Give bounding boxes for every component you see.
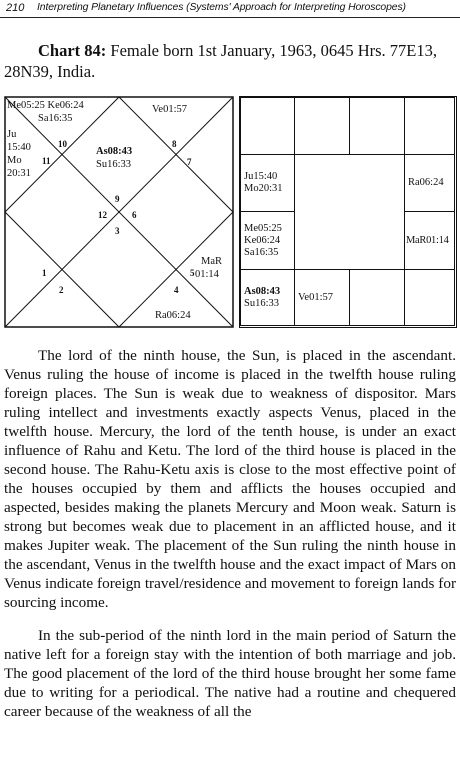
south-mar: MaR01:14 xyxy=(406,234,449,246)
house-number-9: 9 xyxy=(115,194,120,204)
north-center-as: As08:43 xyxy=(96,146,133,157)
north-right-ma-deg: 01:14 xyxy=(195,269,219,280)
north-chart-lines xyxy=(4,96,234,328)
north-indian-chart xyxy=(4,96,234,328)
house-number-8: 8 xyxy=(172,139,177,149)
chart-caption xyxy=(4,40,456,82)
house-number-3: 3 xyxy=(115,226,120,236)
house-number-4: 4 xyxy=(174,285,179,295)
house-number-7: 7 xyxy=(187,157,192,167)
north-top-left-planets-2: Sa16:35 xyxy=(38,113,73,124)
north-right-ma: MaR xyxy=(201,256,222,267)
south-cell-1 xyxy=(240,97,295,155)
south-cell-as-su xyxy=(240,269,295,326)
body-paragraph-2 xyxy=(4,626,456,721)
south-cell-11 xyxy=(349,269,405,326)
north-top-right-planets: Ve01:57 xyxy=(152,104,187,115)
north-bottom-planets: Ra06:24 xyxy=(155,310,191,321)
house-number-5: 5 xyxy=(190,268,195,278)
north-left-mo-deg: 20:31 xyxy=(7,168,31,179)
page-number: 210 xyxy=(6,2,25,14)
chart-details: Female born 1st January, 1963, 0645 Hrs. 77E13, 28N39, India. xyxy=(4,41,437,81)
south-ve: Ve01:57 xyxy=(298,291,333,303)
body-paragraph-1 xyxy=(4,346,456,612)
north-left-ju-deg: 15:40 xyxy=(7,142,31,153)
header-rule xyxy=(0,17,460,18)
south-as: As08:43 xyxy=(244,285,281,297)
north-center-su: Su16:33 xyxy=(96,159,132,170)
south-ra: Ra06:24 xyxy=(408,177,444,188)
south-ju: Ju15:40 xyxy=(244,171,278,182)
south-cell-2 xyxy=(294,97,350,155)
south-me: Me05:25 xyxy=(244,222,282,234)
house-number-12: 12 xyxy=(98,210,107,220)
house-number-1: 1 xyxy=(42,268,47,278)
house-number-6: 6 xyxy=(132,210,137,220)
north-left-mo: Mo xyxy=(7,155,22,166)
house-number-2: 2 xyxy=(59,285,64,295)
house-number-10: 10 xyxy=(58,139,67,149)
south-ke: Ke06:24 xyxy=(244,234,281,246)
running-head xyxy=(0,0,460,18)
south-cell-12 xyxy=(404,269,455,326)
north-top-left-planets: Me05:25 Ke06:24 xyxy=(7,100,84,111)
south-cell-ra xyxy=(404,154,455,212)
south-cell-4 xyxy=(404,97,455,155)
south-su: Su16:33 xyxy=(244,297,280,309)
south-indian-chart xyxy=(239,96,457,328)
south-mo: Mo20:31 xyxy=(244,183,283,194)
running-title: Interpreting Planetary Influences (Systems' Approach for Interpreting Horoscopes) xyxy=(37,2,406,13)
south-center-box xyxy=(294,154,405,270)
south-cell-3 xyxy=(349,97,405,155)
south-cell-ju-mo xyxy=(240,154,295,212)
north-left-ju: Ju xyxy=(7,129,17,140)
paragraph-text-1: The lord of the ninth house, the Sun, is placed in the ascendant. Venus ruling the house of income is placed in the twelfth house ruling foreign places. The Sun is weak due to weakness of dispositor. Mars ruling intellect and investments exactly aspects Venus, placed in the twelfth house. Mercury, the lord of the tenth house, is under an exact influence of Rahu and Ketu. The lord of the third house is placed in the second house. The Rahu-Ketu axis is close to the most effective point of the houses occupied by them and afflicts the houses occupied and aspected, besides making the planets Mercury and Moon weak. Saturn is strong but becomes weak due to placement in an afflicted house, and it makes Jupiter weak. The placement of the Sun ruling the ninth house in the ascendant, Venus in the twelfth house and the exact impact of Mars on Venus indicate foreign travel/residence and movement to foreign lands for sourcing income. xyxy=(4,347,456,611)
south-sa: Sa16:35 xyxy=(244,246,279,258)
south-cell-ve xyxy=(294,269,350,326)
south-cell-me-ke-sa xyxy=(240,211,295,270)
chart-label: Chart 84: xyxy=(38,41,107,60)
paragraph-text-2: In the sub-period of the ninth lord in the main period of Saturn the native left for a foreign stay with the intention of both marriage and job. The good placement of the lord of the third house brought her some fame due to writing for a periodical. The native had a routine and chequered career because of the weakness of all the xyxy=(4,627,456,720)
house-number-11: 11 xyxy=(42,156,51,166)
south-cell-mar xyxy=(404,211,455,270)
